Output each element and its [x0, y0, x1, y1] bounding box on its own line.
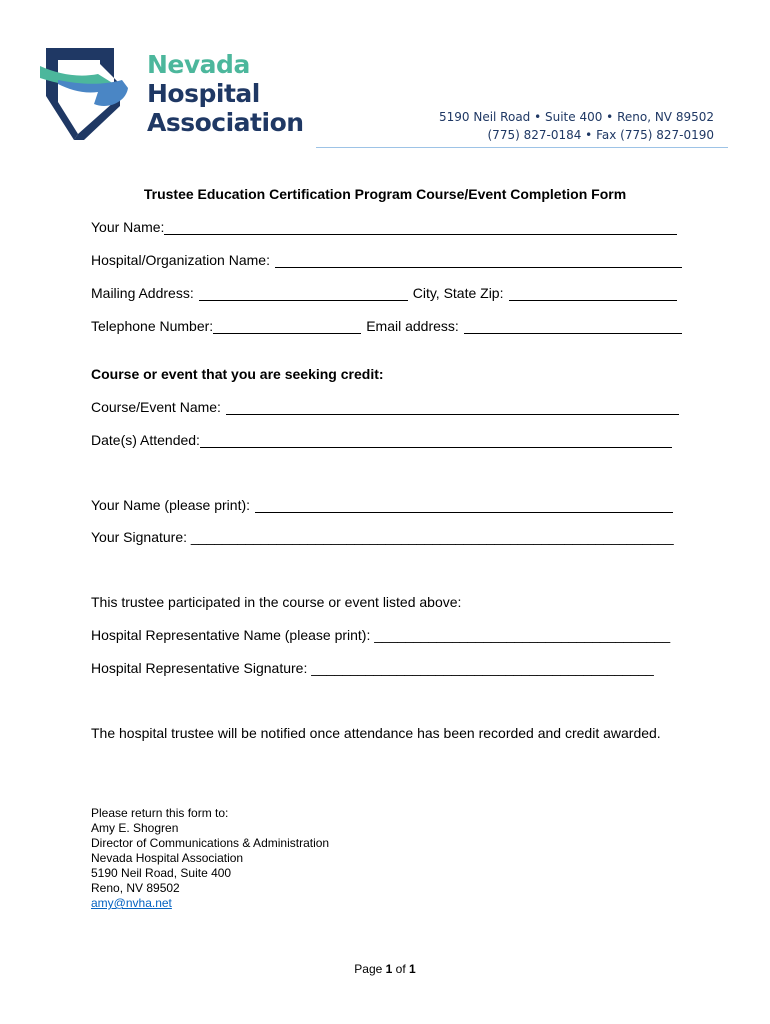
course-heading: Course or event that you are seeking credit:: [91, 366, 384, 382]
telephone-field[interactable]: [213, 317, 361, 334]
contact-row: [91, 317, 682, 334]
city-state-zip-label: City, State Zip:: [412, 285, 504, 301]
page-total: 1: [409, 962, 416, 976]
logo-line-hospital: Hospital: [147, 79, 260, 108]
header-address: [439, 108, 714, 144]
return-info: [91, 806, 329, 911]
form-title: Trustee Education Certification Program Course/Event Completion Form: [143, 186, 627, 202]
rep-name-line[interactable]: Hospital Representative Name (please print): ______________________________________: [91, 627, 671, 643]
participated-text: This trustee participated in the course or event listed above:: [91, 594, 462, 610]
return-line-intro: Please return this form to:: [91, 806, 229, 820]
page-word: Page: [354, 962, 383, 976]
your-name-label: Your Name:: [91, 219, 165, 235]
course-event-label: Course/Event Name:: [91, 399, 221, 415]
hospital-label: Hospital/Organization Name:: [91, 252, 270, 268]
email-label: Email address:: [366, 318, 459, 334]
nevada-hospital-association-logo-icon: [38, 44, 134, 142]
return-line-name: Amy E. Shogren: [91, 821, 179, 835]
page-current: 1: [385, 962, 393, 976]
address-row: [91, 284, 677, 301]
logo-line-nevada: Nevada: [147, 50, 250, 79]
print-name-label: Your Name (please print):: [91, 497, 251, 513]
notice-text: The hospital trustee will be notified once attendance has been recorded and credit awarded.: [91, 725, 661, 741]
course-event-field[interactable]: [226, 398, 679, 415]
return-line-street: 5190 Neil Road, Suite 400: [91, 866, 232, 880]
header-divider: [316, 147, 728, 148]
city-state-zip-field[interactable]: [509, 284, 677, 301]
of-word: of: [395, 962, 406, 976]
mailing-address-label: Mailing Address:: [91, 285, 194, 301]
return-line-title: Director of Communications & Administration: [91, 836, 330, 850]
logo-wordmark: [147, 50, 304, 137]
dates-row: [91, 431, 672, 448]
address-phone-fax: (775) 827-0184 • Fax (775) 827-0190: [487, 128, 714, 142]
logo-line-association: Association: [147, 108, 304, 137]
your-name-field[interactable]: [164, 218, 677, 235]
mailing-address-field[interactable]: [199, 284, 408, 301]
dates-attended-field[interactable]: [200, 431, 672, 448]
signature-line[interactable]: Your Signature: ______________________________________________________________: [91, 529, 674, 545]
email-field[interactable]: [464, 317, 682, 334]
dates-attended-label: Date(s) Attended:: [91, 432, 200, 448]
return-email-link[interactable]: amy@nvha.net: [91, 896, 172, 910]
return-line-org: Nevada Hospital Association: [91, 851, 244, 865]
hospital-field[interactable]: [275, 251, 682, 268]
print-name-row: [91, 496, 673, 513]
course-row: [91, 398, 679, 415]
return-line-city: Reno, NV 89502: [91, 881, 180, 895]
address-street: 5190 Neil Road • Suite 400 • Reno, NV 89502: [438, 110, 714, 124]
print-name-field[interactable]: [255, 496, 673, 513]
rep-signature-line[interactable]: Hospital Representative Signature: ____________________________________________: [91, 660, 654, 676]
your-name-row: [91, 218, 677, 235]
hospital-row: [91, 251, 682, 268]
telephone-label: Telephone Number:: [91, 318, 214, 334]
page-number: [0, 962, 770, 976]
